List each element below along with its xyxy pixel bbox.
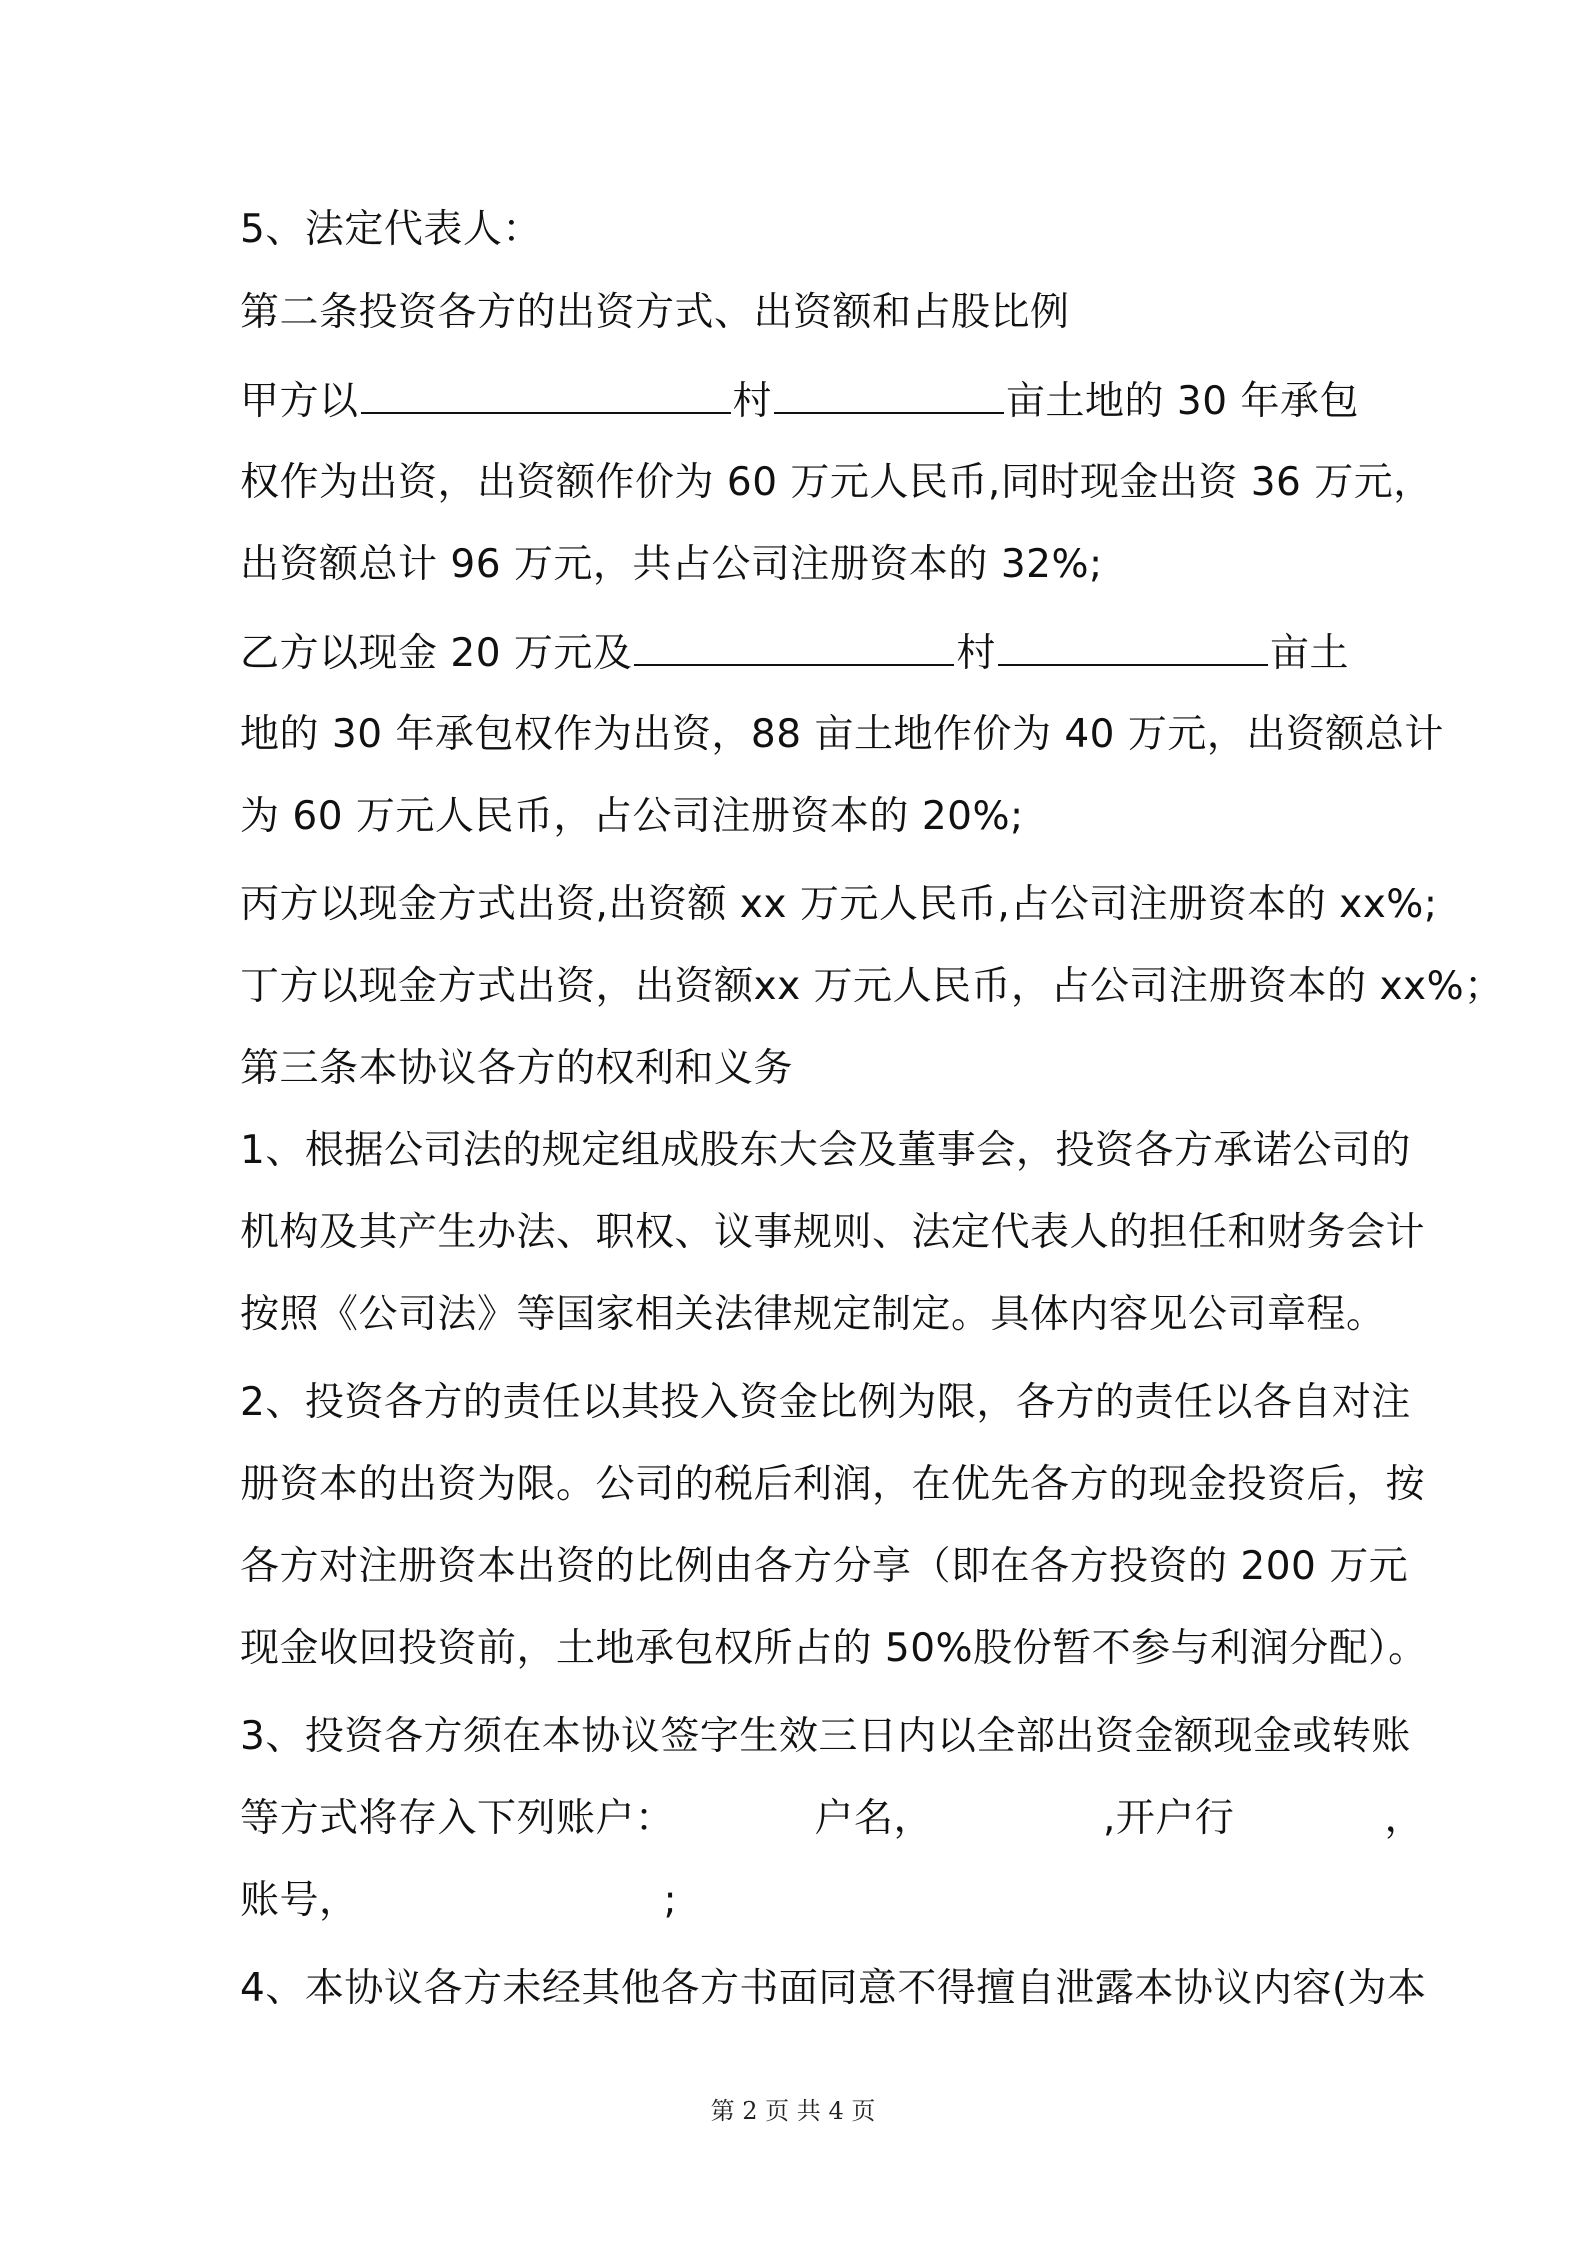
text-segment: ， (1384, 1796, 1424, 1841)
fill-in-blank (634, 628, 954, 666)
text-line-party-b-2: 地的 30 年承包权作为出资，88 亩土地作价为 40 万元，出资额总计 (240, 712, 1444, 757)
text-segment: 账号， (240, 1878, 359, 1923)
page-footer: 第 2 页 共 4 页 (710, 2097, 876, 2125)
text-segment: 亩土地的 30 年承包 (1006, 379, 1359, 424)
text-line-clause-3c (240, 1876, 1360, 1926)
text-line-party-a-2: 权作为出资，出资额作价为 60 万元人民币,同时现金出资 36 万元， (240, 460, 1433, 505)
text-line-clause-2a: 2、投资各方的责任以其投入资金比例为限，各方的责任以各自对注 (240, 1380, 1411, 1425)
text-line-clause-1a: 1、根据公司法的规定组成股东大会及董事会，投资各方承诺公司的 (240, 1128, 1411, 1173)
text-line-clause-2b: 册资本的出资为限。公司的税后利润，在优先各方的现金投资后，按 (240, 1462, 1426, 1507)
text-line-party-c: 丙方以现金方式出资,出资额 xx 万元人民币,占公司注册资本的 xx%; (240, 882, 1438, 927)
text-segment: 等方式将存入下列账户： (240, 1796, 675, 1841)
text-line-clause-3b (240, 1794, 1424, 1844)
text-segment: 乙方以现金 20 万元及 (240, 631, 633, 676)
text-line-clause-3a: 3、投资各方须在本协议签字生效三日内以全部出资金额现金或转账 (240, 1714, 1411, 1759)
fill-in-blank (361, 376, 731, 414)
text-line-clause-1c: 按照《公司法》等国家相关法律规定制定。具体内容见公司章程。 (240, 1292, 1386, 1337)
text-segment: 村 (956, 631, 996, 676)
fill-in-blank (998, 628, 1268, 666)
text-line-clause-1b: 机构及其产生办法、职权、议事规则、法定代表人的担任和财务会计 (240, 1210, 1426, 1255)
text-line-legal-rep: 5、法定代表人： (240, 207, 542, 252)
text-segment: ; (663, 1878, 678, 1923)
article-3-heading: 第三条本协议各方的权利和义务 (240, 1046, 794, 1091)
text-segment: 村 (732, 379, 773, 424)
text-line-party-a-1 (240, 376, 1360, 427)
text-segment: 甲方以 (240, 379, 359, 424)
text-segment: ,开户行 (1103, 1796, 1235, 1841)
text-line-party-d: 丁方以现金方式出资，出资额xx 万元人民币，占公司注册资本的 xx%； (240, 964, 1504, 1009)
article-2-heading: 第二条投资各方的出资方式、出资额和占股比例 (240, 290, 1070, 335)
text-line-clause-4a: 4、本协议各方未经其他各方书面同意不得擅自泄露本协议内容(为本 (240, 1966, 1427, 2011)
text-line-clause-2c: 各方对注册资本出资的比例由各方分享（即在各方投资的 200 万元 (240, 1544, 1409, 1589)
text-line-party-b-3: 为 60 万元人民币，占公司注册资本的 20%; (240, 794, 1024, 839)
fill-in-blank (774, 376, 1004, 414)
text-line-party-b-1 (240, 628, 1360, 679)
text-line-party-a-3: 出资额总计 96 万元，共占公司注册资本的 32%; (240, 542, 1103, 587)
text-segment: 亩土 (1269, 631, 1349, 676)
text-segment: 户名， (814, 1796, 934, 1841)
text-line-clause-2d: 现金收回投资前，土地承包权所占的 50%股份暂不参与利润分配）。 (240, 1626, 1428, 1671)
